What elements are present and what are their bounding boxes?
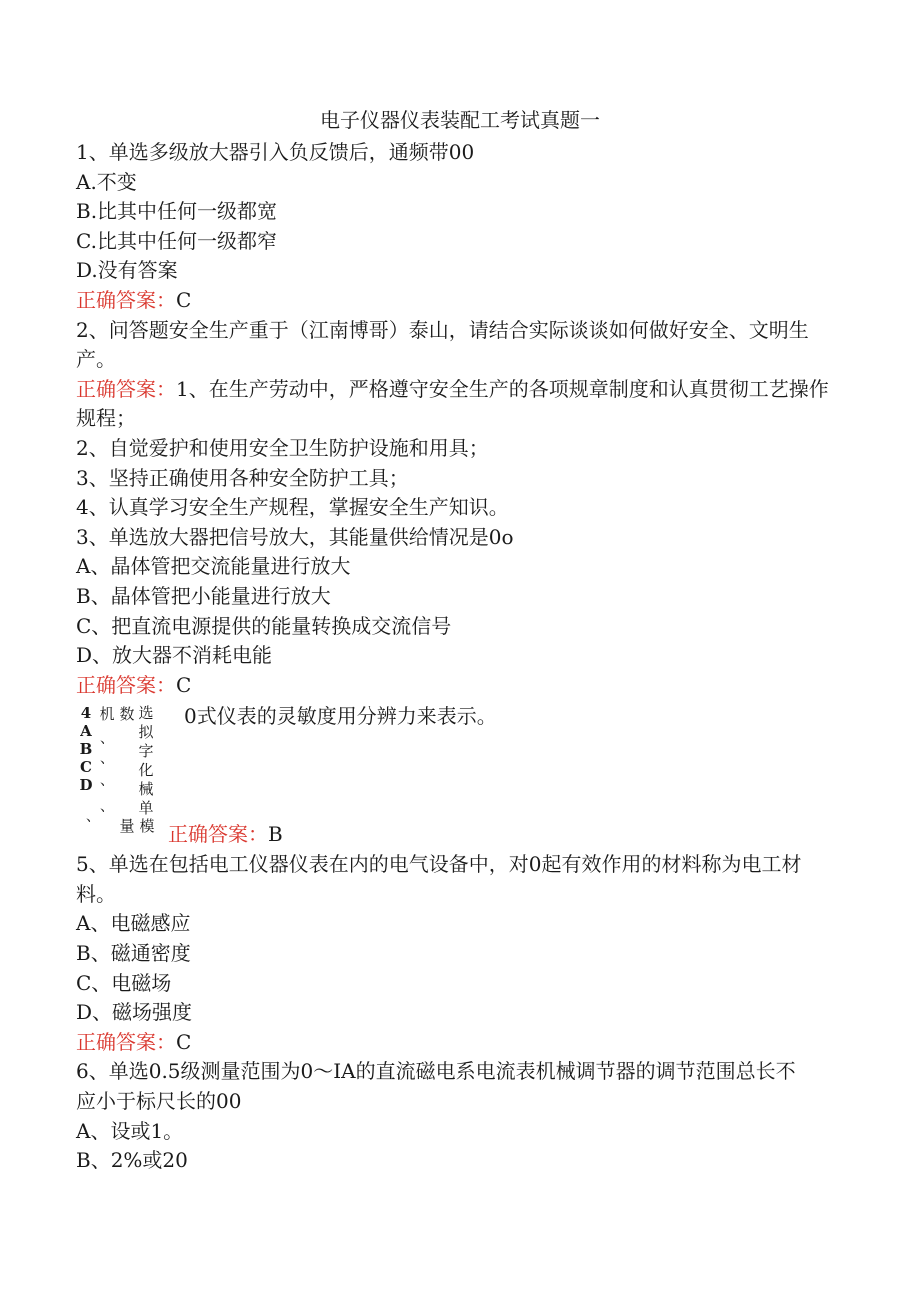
q2-answer-text: 1、在生产劳动中，严格遵守安全生产的各项规章制度和认真贯彻工艺操作规程； — [76, 376, 829, 431]
q4-separator: 、 — [86, 809, 100, 826]
q4-separator: 、 — [100, 773, 114, 790]
q3-option-a: A、晶体管把交流能量进行放大 — [76, 554, 351, 579]
q4-answer-value: B — [268, 822, 283, 847]
q4-separator: 、 — [100, 731, 114, 748]
q3-answer — [76, 671, 836, 701]
q2-answer-label: 正确答案： — [76, 376, 176, 401]
q3-option-c: C、把直流电源提供的能量转换成交流信号 — [76, 613, 452, 638]
q5-option-c: C、电磁场 — [76, 970, 172, 995]
q2-answer-point-4: 4、认真学习安全生产规程，掌握安全生产知识。 — [76, 495, 509, 520]
q1-option-b: B.比其中任何一级都宽 — [76, 199, 278, 224]
q4-separator: 、 — [100, 751, 114, 768]
q4-column-c2: 模 — [139, 817, 155, 836]
q1-answer-value: C — [176, 287, 192, 312]
q5-answer-value: C — [176, 1029, 192, 1054]
q4-answer-label: 正确答案： — [168, 822, 268, 847]
q1-option-d: D.没有答案 — [76, 258, 178, 283]
q3-option-d: D、放大器不消耗电能 — [76, 643, 273, 668]
q1-answer-label: 正确答案： — [76, 287, 176, 312]
q5-answer-label: 正确答案： — [76, 1029, 176, 1054]
q1-option-c: C.比其中任何一级都窄 — [76, 228, 277, 253]
q4-column-b: 数 — [119, 705, 135, 724]
q5-option-a: A、电磁感应 — [76, 911, 191, 936]
q5-answer — [76, 1028, 836, 1058]
q4-column-a: 机 — [99, 705, 115, 724]
q4-number-column: 4ABCD — [77, 704, 95, 795]
document-title: 电子仪器仪表装配工考试真题一 — [320, 108, 600, 132]
q4-column-b2: 量 — [119, 817, 135, 836]
q2-answer-point-3: 3、坚持正确使用各种安全防护工具； — [76, 465, 409, 490]
q1-stem: 1、单选多级放大器引入负反馈后，通频带00 — [76, 140, 475, 164]
q2-answer — [76, 375, 836, 434]
q6-option-a: A、设或1。 — [76, 1118, 184, 1143]
q4-column-c: 选拟字化械单 — [138, 704, 154, 818]
q6-stem: 6、单选0.5级测量范围为0～IA的直流磁电系电流表机械调节器的调节范围总长不应小于标尺长的00 — [76, 1059, 796, 1114]
q5-option-b: B、磁通密度 — [76, 941, 191, 966]
q3-answer-value: C — [176, 672, 192, 697]
q4-stem: 0式仪表的灵敏度用分辨力来表示。 — [184, 704, 497, 729]
q4-separator: 、 — [100, 799, 114, 816]
q1-option-a: A.不变 — [76, 169, 137, 194]
q3-stem: 3、单选放大器把信号放大，其能量供给情况是0o — [76, 524, 514, 549]
document-body — [76, 138, 836, 1176]
q5-stem: 5、单选在包括电工仪器仪表在内的电气设备中，对0起有效作用的材料称为电工材料。 — [76, 852, 802, 906]
q5-option-d: D、磁场强度 — [76, 1000, 193, 1025]
q3-option-b: B、晶体管把小能量进行放大 — [76, 583, 331, 608]
q2-stem: 2、问答题安全生产重于（江南博哥）泰山，请结合实际谈谈如何做好安全、文明生产。 — [76, 317, 809, 372]
q1-answer — [76, 286, 836, 316]
q2-answer-point-2: 2、自觉爱护和使用安全卫生防护设施和用具； — [76, 435, 489, 460]
q4-answer — [168, 820, 283, 848]
q6-option-b: B、2%或20 — [76, 1148, 188, 1173]
q4-block — [76, 702, 836, 850]
q3-answer-label: 正确答案： — [76, 672, 176, 697]
